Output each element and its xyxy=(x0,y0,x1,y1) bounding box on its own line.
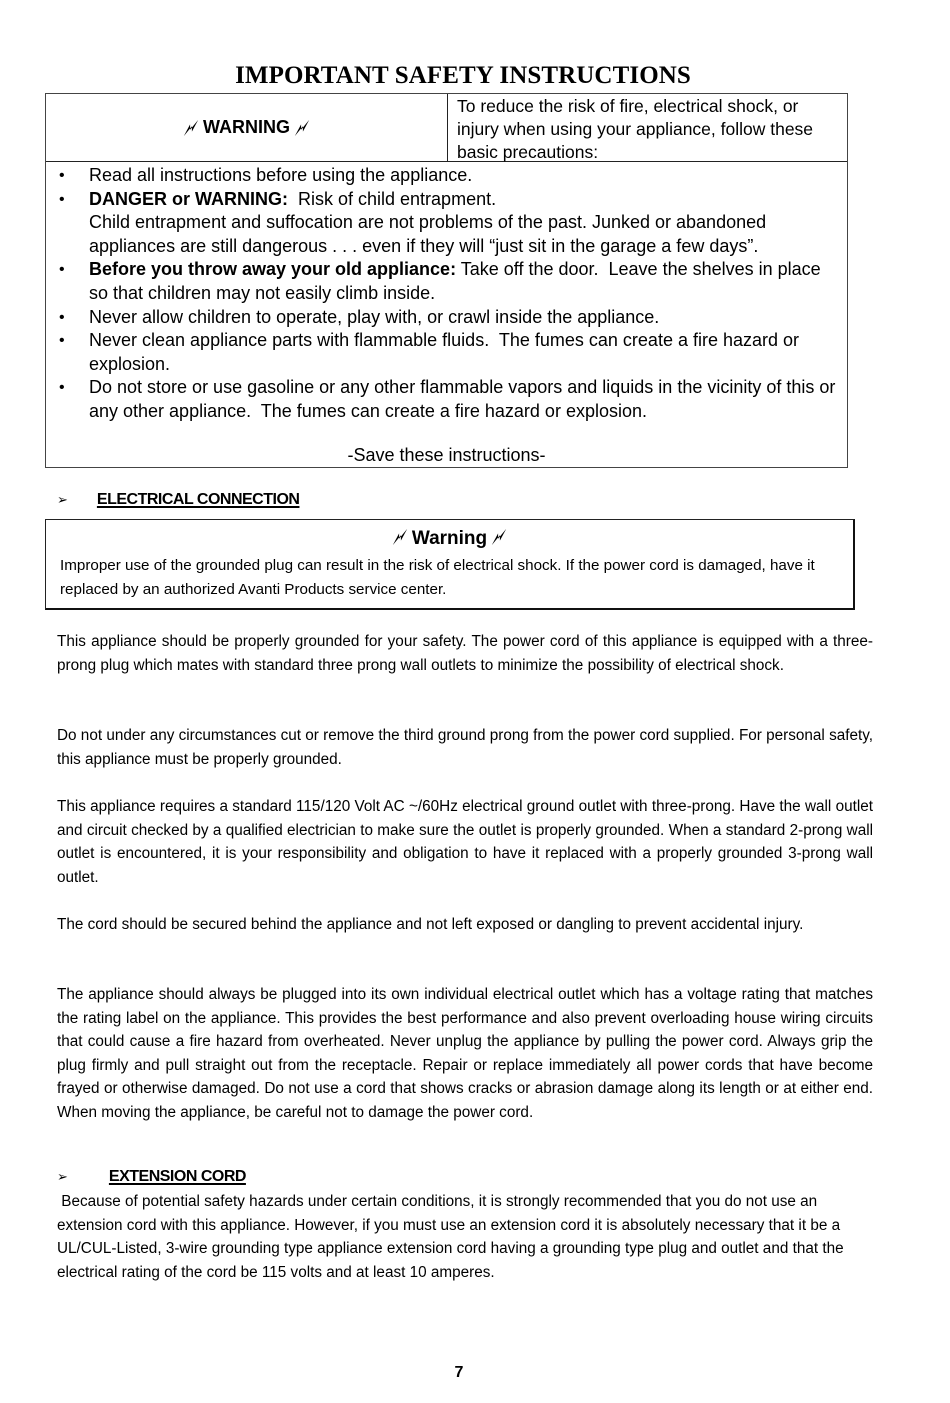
paragraph-outlet-requirements: This appliance requires a standard 115/120 Volt AC ~/60Hz electrical ground outlet with three-prong. Have the wall outlet and circuit checked by a qualified electrician to make sure the outlet is properly grounded. When a standard 2-prong wall outlet is encountered, it is your responsibility and obligation to have it replaced with a properly grounded 3-prong wall outlet. xyxy=(57,798,873,886)
section-heading-extension xyxy=(57,1168,246,1186)
list-item: • Before you throw away your old appliance: Take off the door. Leave the shelves in place so that children may not easily climb inside. xyxy=(59,259,826,303)
item-emphasis: DANGER or WARNING: xyxy=(89,188,288,209)
section-heading-label: ELECTRICAL CONNECTION xyxy=(96,491,300,508)
electrical-warning-box xyxy=(45,519,855,610)
list-item: • Never allow children to operate, play with, or crawl inside the appliance. xyxy=(46,306,847,330)
precautions-note: To reduce the risk of fire, electrical shock, or injury when using your appliance, follow these basic precautions: xyxy=(457,96,814,162)
paragraph-cord-securing: The cord should be secured behind the appliance and not left exposed or dangling to prevent accidental injury. xyxy=(57,916,804,933)
list-item: • Read all instructions before using the appliance. xyxy=(46,164,847,188)
paragraph-ground-prong: Do not under any circumstances cut or remove the third ground prong from the power cord supplied. For personal safety, this appliance must be properly grounded. xyxy=(57,727,873,768)
item-continuation: Child entrapment and suffocation are not problems of the past. Junked or abandoned appliances are still dangerous . . . even if they will “just sit in the garage a few days”. xyxy=(89,212,767,256)
list-item: • Never clean appliance parts with flammable fluids. The fumes can create a fire hazard or explosion. xyxy=(59,330,805,374)
warning-text: Improper use of the grounded plug can result in the risk of electrical shock. If the power cord is damaged, have it replaced by an authorized Avanti Products service center. xyxy=(60,557,815,598)
bullet-icon: • xyxy=(59,167,65,184)
lightning-bolt-icon xyxy=(490,528,508,546)
lightning-bolt-icon xyxy=(391,528,409,546)
safety-list xyxy=(46,164,847,424)
page-title: IMPORTANT SAFETY INSTRUCTIONS xyxy=(235,62,691,89)
list-item: • DANGER or WARNING: Risk of child entrapment. Child entrapment and suffocation are not problems of the past. Junked or abandoned appliances are still dangerous . . . even if they will “just sit in the garage a few days”. xyxy=(59,188,767,256)
table-header-row xyxy=(46,94,847,162)
item-emphasis: Before you throw away your old appliance: xyxy=(89,259,457,280)
paragraph-grounding: This appliance should be properly grounded for your safety. The power cord of this appliance is equipped with a three-prong plug which mates with standard three prong wall outlets to minimize the possibility of electrical shock. xyxy=(57,633,873,674)
page-number: 7 xyxy=(454,1364,464,1381)
section-heading-electrical xyxy=(57,491,299,509)
list-item: • Do not store or use gasoline or any other flammable vapors and liquids in the vicinity of this or any other appliance. The fumes can create a fire hazard or explosion. xyxy=(59,377,841,421)
warning-header-cell xyxy=(46,94,448,161)
warning-title: Warning xyxy=(46,528,853,550)
arrow-bullet-icon: ➢ xyxy=(57,492,68,507)
warning-label: WARNING xyxy=(203,117,290,137)
paragraph-individual-outlet: The appliance should always be plugged into its own individual electrical outlet which has a voltage rating that matches the rating label on the appliance. This provides the best performance and also prevent overloading house wiring circuits that could cause a fire hazard from overheated. Never unplug the appliance by pulling the power cord. Always grip the plug firmly and pull straight out from the receptacle. Repair or replace immediately all power cords that have become frayed or otherwise damaged. Do not use a cord that shows cracks or abrasion damage along its length or at either end. When moving the appliance, be careful not to damage the power cord. xyxy=(57,986,873,1121)
bullet-icon: • xyxy=(59,332,65,350)
arrow-bullet-icon: ➢ xyxy=(57,1169,68,1184)
save-instructions-note: -Save these instructions- xyxy=(347,445,546,465)
bullet-icon: • xyxy=(59,308,65,326)
paragraph-extension-cord: Because of potential safety hazards under certain conditions, it is strongly recommended that you do not use an extension cord with this appliance. However, if you must use an extension cord it is absolutely necessary that it be a UL/CUL-Listed, 3-wire grounding type appliance extension cord having a grounding type plug and outlet and that the electrical rating of the cord be 115 volts and at least 10 amperes. xyxy=(57,1193,848,1281)
lightning-bolt-icon xyxy=(182,119,200,137)
section-heading-label: EXTENSION CORD xyxy=(108,1168,246,1185)
bullet-icon: • xyxy=(59,261,65,279)
lightning-bolt-icon xyxy=(293,119,311,137)
bullet-icon: • xyxy=(59,379,65,397)
safety-instructions-table xyxy=(45,93,848,468)
bullet-icon: • xyxy=(59,190,65,208)
